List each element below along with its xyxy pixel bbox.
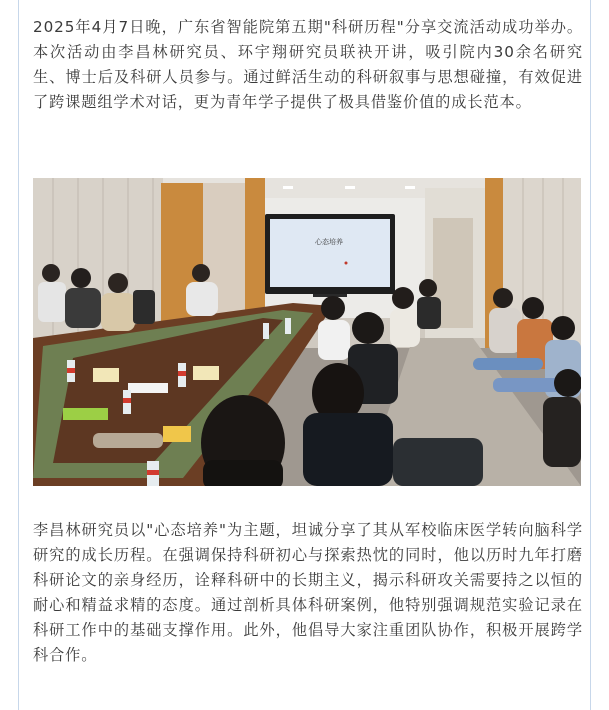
article-paragraph-intro: 2025年4月7日晚，广东省智能院第五期"科研历程"分享交流活动成功举办。本次活动由李昌林研究员、环宇翔研究员联袂开讲，吸引院内30余名研究生、博士后及科研人员参与。通过鲜活生动的科研叙事与思想碰撞，有效促进了跨课题组学术对话，更为青年学子提供了极具借鉴价值的成长范本。 <box>33 18 583 111</box>
meeting-photo <box>33 178 581 486</box>
article-paragraph-speaker: 李昌林研究员以"心态培养"为主题，坦诚分享了其从军校临床医学转向脑科学研究的成长历程。在强调保持科研初心与探索热忱的同时，他以历时九年打磨科研论文的亲身经历，诠释科研中的长期主义，揭示科研攻关需要持之以恒的耐心和精益求精的态度。通过剖析具体科研案例，他特别强调规范实验记录在科研工作中的基础支撑作用。此外，他倡导大家注重团队协作，积极开展跨学科合作。 <box>33 521 583 664</box>
slide-title: 心态培养 <box>315 238 343 246</box>
